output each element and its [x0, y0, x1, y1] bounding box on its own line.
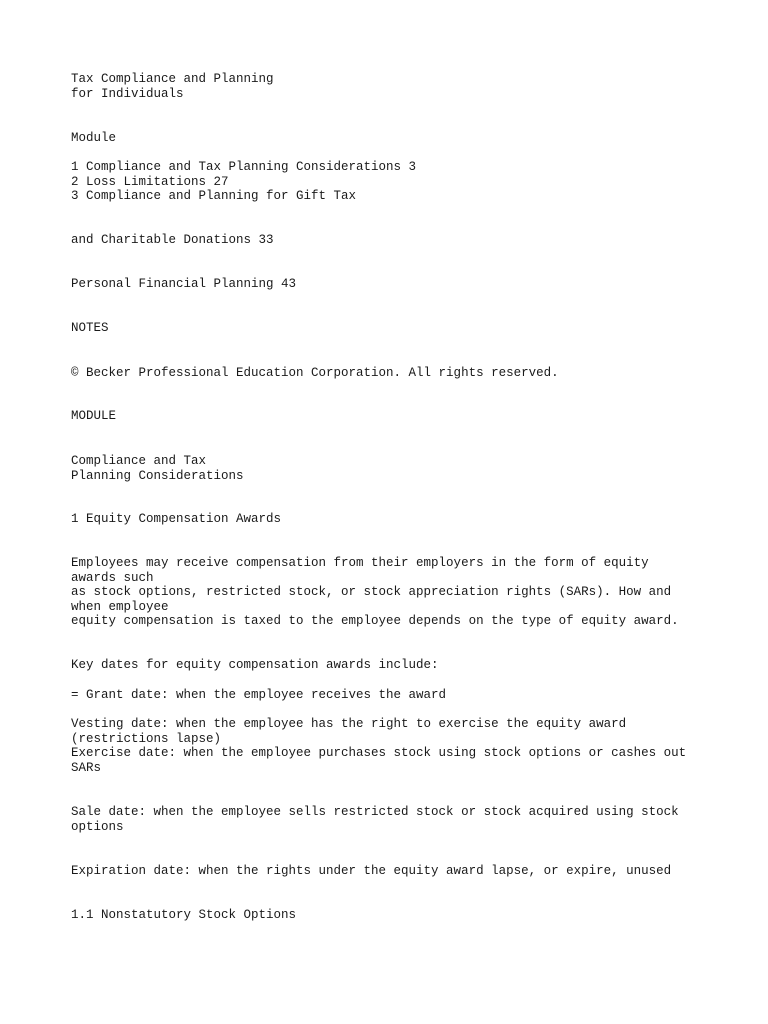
- exercise-date-line-1: Exercise date: when the employee purchases stock using stock options or cashes out: [71, 746, 687, 760]
- intro-paragraph-line-4: when employee: [71, 599, 169, 614]
- vesting-date-line-2: (restrictions lapse): [71, 731, 222, 746]
- intro-paragraph-line-1: Employees may receive compensation from their employers in the form of equity: [71, 556, 649, 570]
- module-label: Module: [71, 131, 117, 145]
- module-heading: MODULE: [71, 409, 117, 423]
- document-title-line-2: for Individuals: [71, 86, 184, 101]
- toc-item-4: Personal Financial Planning 43: [71, 277, 297, 291]
- exercise-date-line-2: SARs: [71, 760, 102, 775]
- intro-paragraph-line-2: awards such: [71, 570, 154, 585]
- key-dates-intro: Key dates for equity compensation awards include:: [71, 658, 439, 672]
- toc-item-2: 2 Loss Limitations 27: [71, 174, 229, 189]
- intro-paragraph-line-3: as stock options, restricted stock, or stock appreciation rights (SARs). How and: [71, 585, 672, 599]
- subsection-heading: 1.1 Nonstatutory Stock Options: [71, 908, 297, 922]
- section-heading: 1 Equity Compensation Awards: [71, 512, 282, 526]
- grant-date-item: = Grant date: when the employee receives the award: [71, 688, 447, 702]
- toc-item-3-continuation: and Charitable Donations 33: [71, 233, 274, 247]
- document-title-line-1: Tax Compliance and Planning: [71, 72, 274, 86]
- sale-date-line-2: options: [71, 819, 124, 834]
- intro-paragraph-line-5: equity compensation is taxed to the employee depends on the type of equity award.: [71, 614, 679, 628]
- vesting-date-line-1: Vesting date: when the employee has the right to exercise the equity award: [71, 717, 627, 731]
- copyright-notice: © Becker Professional Education Corporation. All rights reserved.: [71, 366, 559, 380]
- notes-label: NOTES: [71, 321, 109, 335]
- sale-date-line-1: Sale date: when the employee sells restricted stock or stock acquired using stock: [71, 805, 679, 819]
- expiration-date-item: Expiration date: when the rights under the equity award lapse, or expire, unused: [71, 864, 672, 878]
- toc-item-1: 1 Compliance and Tax Planning Considerations 3: [71, 160, 417, 174]
- toc-item-3: 3 Compliance and Planning for Gift Tax: [71, 189, 357, 203]
- module-title-line-2: Planning Considerations: [71, 468, 244, 483]
- module-title-line-1: Compliance and Tax: [71, 454, 207, 468]
